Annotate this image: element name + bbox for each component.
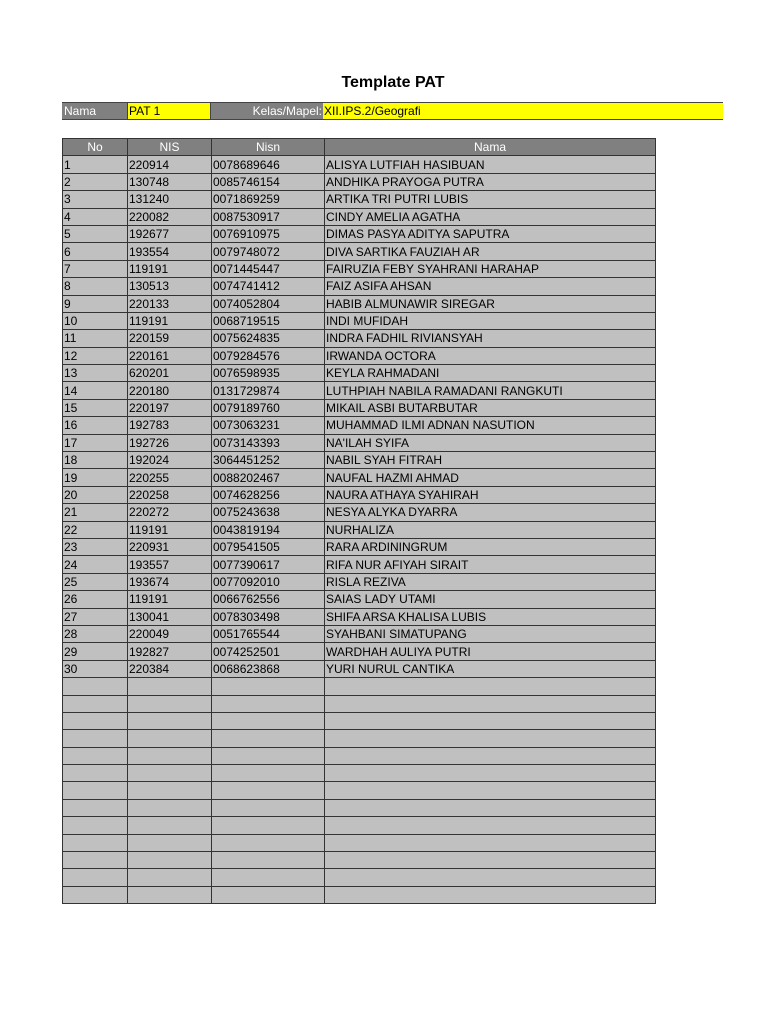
cell-nis[interactable]: 220159 xyxy=(128,330,212,347)
cell-no[interactable]: 3 xyxy=(63,191,128,208)
cell-nama[interactable]: RARA ARDININGRUM xyxy=(325,538,656,555)
cell-nama[interactable]: DIMAS PASYA ADITYA SAPUTRA xyxy=(325,225,656,242)
empty-cell[interactable] xyxy=(212,678,325,695)
empty-table-row xyxy=(63,869,656,886)
table-row xyxy=(63,208,656,225)
cell-no[interactable]: 10 xyxy=(63,312,128,329)
cell-no[interactable]: 9 xyxy=(63,295,128,312)
table-row xyxy=(63,156,656,173)
cell-nis[interactable]: 220049 xyxy=(128,625,212,642)
cell-nis[interactable]: 220272 xyxy=(128,504,212,521)
table-row xyxy=(63,434,656,451)
cell-nis[interactable]: 119191 xyxy=(128,591,212,608)
empty-cell[interactable] xyxy=(325,747,656,764)
header-no[interactable]: No xyxy=(63,139,128,156)
cell-nis[interactable]: 193554 xyxy=(128,243,212,260)
cell-nis[interactable]: 119191 xyxy=(128,521,212,538)
empty-cell[interactable] xyxy=(325,782,656,799)
cell-nisn[interactable]: 0088202467 xyxy=(212,469,325,486)
cell-nama[interactable]: ARTIKA TRI PUTRI LUBIS xyxy=(325,191,656,208)
cell-nama[interactable]: NURHALIZA xyxy=(325,521,656,538)
cell-nis[interactable]: 220133 xyxy=(128,295,212,312)
cell-nis[interactable]: 193557 xyxy=(128,556,212,573)
table-row xyxy=(63,486,656,503)
cell-nisn[interactable]: 0073063231 xyxy=(212,417,325,434)
cell-nisn[interactable]: 0078303498 xyxy=(212,608,325,625)
table-row xyxy=(63,173,656,190)
cell-no[interactable]: 1 xyxy=(63,156,128,173)
empty-table-row xyxy=(63,765,656,782)
cell-no[interactable]: 15 xyxy=(63,399,128,416)
cell-no[interactable]: 13 xyxy=(63,365,128,382)
table-row xyxy=(63,347,656,364)
empty-cell[interactable] xyxy=(128,799,212,816)
cell-no[interactable]: 21 xyxy=(63,504,128,521)
table-row xyxy=(63,382,656,399)
empty-cell[interactable] xyxy=(128,678,212,695)
cell-nama[interactable]: NABIL SYAH FITRAH xyxy=(325,452,656,469)
empty-cell[interactable] xyxy=(128,886,212,903)
cell-nama[interactable]: DIVA SARTIKA FAUZIAH AR xyxy=(325,243,656,260)
cell-nisn[interactable]: 0043819194 xyxy=(212,521,325,538)
cell-no[interactable]: 6 xyxy=(63,243,128,260)
cell-nisn[interactable]: 0079748072 xyxy=(212,243,325,260)
cell-nama[interactable]: NA'ILAH SYIFA xyxy=(325,434,656,451)
cell-no[interactable]: 24 xyxy=(63,556,128,573)
empty-cell[interactable] xyxy=(212,712,325,729)
cell-nis[interactable]: 193674 xyxy=(128,573,212,590)
empty-cell[interactable] xyxy=(128,695,212,712)
empty-cell[interactable] xyxy=(128,834,212,851)
empty-cell[interactable] xyxy=(325,730,656,747)
table-row xyxy=(63,608,656,625)
table-row xyxy=(63,573,656,590)
cell-nama[interactable]: LUTHPIAH NABILA RAMADANI RANGKUTI xyxy=(325,382,656,399)
cell-nama[interactable]: MIKAIL ASBI BUTARBUTAR xyxy=(325,399,656,416)
empty-table-row xyxy=(63,712,656,729)
cell-no[interactable]: 29 xyxy=(63,643,128,660)
empty-cell[interactable] xyxy=(128,730,212,747)
empty-cell[interactable] xyxy=(128,747,212,764)
cell-nisn[interactable]: 0076910975 xyxy=(212,225,325,242)
empty-cell[interactable] xyxy=(63,886,128,903)
cell-nisn[interactable]: 0077390617 xyxy=(212,556,325,573)
cell-nisn[interactable]: 0131729874 xyxy=(212,382,325,399)
cell-nisn[interactable]: 0066762556 xyxy=(212,591,325,608)
table-row xyxy=(63,330,656,347)
cell-nama[interactable]: HABIB ALMUNAWIR SIREGAR xyxy=(325,295,656,312)
nama-value-cell[interactable]: PAT 1 xyxy=(127,102,211,120)
table-row xyxy=(63,556,656,573)
empty-cell[interactable] xyxy=(212,834,325,851)
cell-nis[interactable]: 131240 xyxy=(128,191,212,208)
empty-cell[interactable] xyxy=(212,782,325,799)
cell-nis[interactable]: 130041 xyxy=(128,608,212,625)
cell-nama[interactable]: ANDHIKA PRAYOGA PUTRA xyxy=(325,173,656,190)
cell-nama[interactable]: NAUFAL HAZMI AHMAD xyxy=(325,469,656,486)
empty-cell[interactable] xyxy=(128,852,212,869)
cell-nama[interactable]: INDI MUFIDAH xyxy=(325,312,656,329)
cell-no[interactable]: 20 xyxy=(63,486,128,503)
cell-nama[interactable]: NAURA ATHAYA SYAHIRAH xyxy=(325,486,656,503)
table-row xyxy=(63,225,656,242)
cell-no[interactable]: 17 xyxy=(63,434,128,451)
cell-nis[interactable]: 192827 xyxy=(128,643,212,660)
table-row xyxy=(63,625,656,642)
empty-cell[interactable] xyxy=(212,730,325,747)
table-row xyxy=(63,243,656,260)
empty-table-row xyxy=(63,834,656,851)
cell-nisn[interactable]: 0068623868 xyxy=(212,660,325,677)
cell-nama[interactable]: FAIZ ASIFA AHSAN xyxy=(325,278,656,295)
cell-nisn[interactable]: 0074741412 xyxy=(212,278,325,295)
cell-no[interactable]: 11 xyxy=(63,330,128,347)
empty-cell[interactable] xyxy=(128,817,212,834)
cell-nisn[interactable]: 0051765544 xyxy=(212,625,325,642)
cell-nama[interactable]: YURI NURUL CANTIKA xyxy=(325,660,656,677)
empty-table-row xyxy=(63,782,656,799)
cell-no[interactable]: 25 xyxy=(63,573,128,590)
cell-nis[interactable]: 119191 xyxy=(128,312,212,329)
cell-nis[interactable]: 130748 xyxy=(128,173,212,190)
page-title: Template PAT xyxy=(341,74,445,91)
empty-cell[interactable] xyxy=(325,799,656,816)
cell-nisn[interactable]: 0075624835 xyxy=(212,330,325,347)
cell-nisn[interactable]: 0075243638 xyxy=(212,504,325,521)
cell-no[interactable]: 14 xyxy=(63,382,128,399)
cell-nisn[interactable]: 0087530917 xyxy=(212,208,325,225)
cell-nis[interactable]: 220197 xyxy=(128,399,212,416)
cell-nis[interactable]: 192024 xyxy=(128,452,212,469)
cell-nisn[interactable]: 0079541505 xyxy=(212,538,325,555)
cell-nisn[interactable]: 0074628256 xyxy=(212,486,325,503)
cell-nisn[interactable]: 0078689646 xyxy=(212,156,325,173)
cell-no[interactable]: 8 xyxy=(63,278,128,295)
table-body xyxy=(63,156,656,904)
cell-no[interactable]: 2 xyxy=(63,173,128,190)
table-row xyxy=(63,399,656,416)
header-nisn[interactable]: Nisn xyxy=(212,139,325,156)
table-row xyxy=(63,191,656,208)
empty-cell[interactable] xyxy=(63,730,128,747)
cell-nisn[interactable]: 0077092010 xyxy=(212,573,325,590)
table-row xyxy=(63,452,656,469)
empty-table-row xyxy=(63,817,656,834)
cell-nis[interactable]: 220258 xyxy=(128,486,212,503)
nama-label: Nama xyxy=(62,102,127,120)
cell-nisn[interactable]: 0073143393 xyxy=(212,434,325,451)
empty-table-row xyxy=(63,695,656,712)
empty-cell[interactable] xyxy=(212,817,325,834)
empty-table-row xyxy=(63,747,656,764)
cell-nama[interactable]: WARDHAH AULIYA PUTRI xyxy=(325,643,656,660)
empty-cell[interactable] xyxy=(325,695,656,712)
cell-no[interactable]: 16 xyxy=(63,417,128,434)
cell-nama[interactable]: IRWANDA OCTORA xyxy=(325,347,656,364)
empty-table-row xyxy=(63,730,656,747)
empty-cell[interactable] xyxy=(63,817,128,834)
empty-cell[interactable] xyxy=(128,782,212,799)
empty-cell[interactable] xyxy=(325,869,656,886)
empty-cell[interactable] xyxy=(63,799,128,816)
empty-cell[interactable] xyxy=(212,695,325,712)
empty-cell[interactable] xyxy=(325,678,656,695)
student-table xyxy=(62,138,656,904)
cell-nis[interactable]: 119191 xyxy=(128,260,212,277)
table-row xyxy=(63,538,656,555)
table-row xyxy=(63,504,656,521)
empty-cell[interactable] xyxy=(212,747,325,764)
empty-cell[interactable] xyxy=(212,869,325,886)
empty-cell[interactable] xyxy=(212,799,325,816)
cell-nama[interactable]: ALISYA LUTFIAH HASIBUAN xyxy=(325,156,656,173)
cell-nama[interactable]: SHIFA ARSA KHALISA LUBIS xyxy=(325,608,656,625)
kelas-mapel-label: Kelas/Mapel: xyxy=(211,102,323,120)
cell-no[interactable]: 4 xyxy=(63,208,128,225)
cell-nis[interactable]: 220082 xyxy=(128,208,212,225)
table-row xyxy=(63,295,656,312)
empty-cell[interactable] xyxy=(325,817,656,834)
table-header-row xyxy=(63,139,656,156)
cell-no[interactable]: 30 xyxy=(63,660,128,677)
kelas-mapel-value-cell[interactable]: XII.IPS.2/Geografi xyxy=(323,102,723,120)
cell-nis[interactable]: 220255 xyxy=(128,469,212,486)
cell-no[interactable]: 5 xyxy=(63,225,128,242)
cell-nama[interactable]: RIFA NUR AFIYAH SIRAIT xyxy=(325,556,656,573)
cell-no[interactable]: 27 xyxy=(63,608,128,625)
cell-nama[interactable]: INDRA FADHIL RIVIANSYAH xyxy=(325,330,656,347)
table-row xyxy=(63,643,656,660)
empty-cell[interactable] xyxy=(63,765,128,782)
cell-no[interactable]: 7 xyxy=(63,260,128,277)
cell-nama[interactable]: RISLA REZIVA xyxy=(325,573,656,590)
cell-no[interactable]: 28 xyxy=(63,625,128,642)
table-row xyxy=(63,365,656,382)
empty-cell[interactable] xyxy=(63,747,128,764)
cell-nisn[interactable]: 0079189760 xyxy=(212,399,325,416)
empty-cell[interactable] xyxy=(325,712,656,729)
cell-nis[interactable]: 192783 xyxy=(128,417,212,434)
empty-table-row xyxy=(63,852,656,869)
table-row xyxy=(63,591,656,608)
cell-nama[interactable]: KEYLA RAHMADANI xyxy=(325,365,656,382)
cell-no[interactable]: 19 xyxy=(63,469,128,486)
cell-no[interactable]: 22 xyxy=(63,521,128,538)
cell-no[interactable]: 23 xyxy=(63,538,128,555)
cell-nisn[interactable]: 0071869259 xyxy=(212,191,325,208)
empty-cell[interactable] xyxy=(212,886,325,903)
cell-nisn[interactable]: 0079284576 xyxy=(212,347,325,364)
cell-nis[interactable]: 620201 xyxy=(128,365,212,382)
cell-nis[interactable]: 220931 xyxy=(128,538,212,555)
table-row xyxy=(63,469,656,486)
cell-nama[interactable]: SAIAS LADY UTAMI xyxy=(325,591,656,608)
table-row xyxy=(63,417,656,434)
cell-nama[interactable]: NESYA ALYKA DYARRA xyxy=(325,504,656,521)
cell-nis[interactable]: 220180 xyxy=(128,382,212,399)
table-row xyxy=(63,521,656,538)
empty-cell[interactable] xyxy=(63,834,128,851)
table-row xyxy=(63,278,656,295)
cell-nis[interactable]: 220161 xyxy=(128,347,212,364)
header-nama[interactable]: Nama xyxy=(325,139,656,156)
cell-nis[interactable]: 220914 xyxy=(128,156,212,173)
cell-nisn[interactable]: 0074052804 xyxy=(212,295,325,312)
cell-nisn[interactable]: 0076598935 xyxy=(212,365,325,382)
cell-nama[interactable]: CINDY AMELIA AGATHA xyxy=(325,208,656,225)
cell-no[interactable]: 12 xyxy=(63,347,128,364)
cell-nisn[interactable]: 0074252501 xyxy=(212,643,325,660)
empty-cell[interactable] xyxy=(325,834,656,851)
empty-cell[interactable] xyxy=(128,765,212,782)
empty-cell[interactable] xyxy=(63,869,128,886)
header-nis[interactable]: NIS xyxy=(128,139,212,156)
cell-no[interactable]: 18 xyxy=(63,452,128,469)
empty-cell[interactable] xyxy=(63,712,128,729)
empty-table-row xyxy=(63,886,656,903)
empty-table-row xyxy=(63,799,656,816)
empty-cell[interactable] xyxy=(325,886,656,903)
empty-cell[interactable] xyxy=(212,765,325,782)
cell-nis[interactable]: 192677 xyxy=(128,225,212,242)
cell-nama[interactable]: SYAHBANI SIMATUPANG xyxy=(325,625,656,642)
empty-cell[interactable] xyxy=(325,765,656,782)
empty-cell[interactable] xyxy=(325,852,656,869)
cell-nis[interactable]: 130513 xyxy=(128,278,212,295)
table-row xyxy=(63,260,656,277)
cell-nisn[interactable]: 3064451252 xyxy=(212,452,325,469)
cell-no[interactable]: 26 xyxy=(63,591,128,608)
cell-nisn[interactable]: 0071445447 xyxy=(212,260,325,277)
cell-nis[interactable]: 220384 xyxy=(128,660,212,677)
empty-cell[interactable] xyxy=(63,852,128,869)
table-row xyxy=(63,312,656,329)
empty-table-row xyxy=(63,678,656,695)
cell-nama[interactable]: MUHAMMAD ILMI ADNAN NASUTION xyxy=(325,417,656,434)
empty-cell[interactable] xyxy=(212,852,325,869)
empty-cell[interactable] xyxy=(128,869,212,886)
empty-cell[interactable] xyxy=(63,678,128,695)
empty-cell[interactable] xyxy=(63,695,128,712)
empty-cell[interactable] xyxy=(63,782,128,799)
cell-nama[interactable]: FAIRUZIA FEBY SYAHRANI HARAHAP xyxy=(325,260,656,277)
cell-nisn[interactable]: 0068719515 xyxy=(212,312,325,329)
cell-nis[interactable]: 192726 xyxy=(128,434,212,451)
empty-cell[interactable] xyxy=(128,712,212,729)
table-row xyxy=(63,660,656,677)
cell-nisn[interactable]: 0085746154 xyxy=(212,173,325,190)
